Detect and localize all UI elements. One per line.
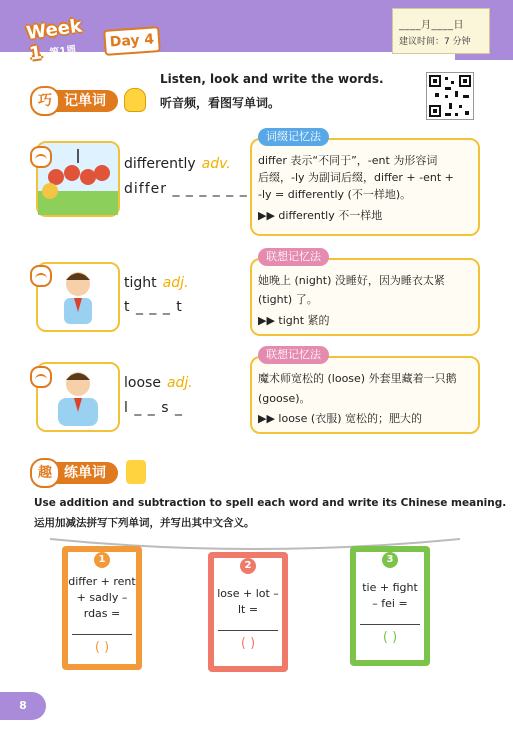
memory-tip-line: (tight) 了。: [258, 293, 318, 306]
memory-tip-line: (goose)。: [258, 392, 311, 405]
word-text: differently: [124, 156, 196, 172]
memory-tip-title: 词缀记忆法: [258, 128, 329, 146]
week-badge: [25, 13, 103, 69]
word-differently: [124, 156, 231, 172]
date-box: [392, 8, 490, 54]
memory-tip-title: 联想记忆法: [258, 248, 329, 266]
card-number: 3: [382, 552, 398, 568]
word-tight: [124, 275, 188, 291]
memory-tip-line: differ 表示“不同于”，-ent 为形容词: [258, 154, 438, 167]
section-tag-label: 练单词: [64, 465, 106, 481]
memory-tip-line: 她晚上 (night) 没睡好，因为睡衣太紧: [258, 274, 445, 287]
memory-tip-line: -ly = differently (不一样地)。: [258, 188, 412, 201]
section-tag-practice: [34, 462, 118, 484]
card-text-line: lose + lot –: [217, 587, 279, 600]
spelling-blank[interactable]: differ _ _ _ _ _ _: [124, 181, 248, 197]
memory-tip-meaning: ▶▶ loose (衣服) 宽松的；肥大的: [258, 412, 423, 425]
part-of-speech: adv.: [201, 156, 231, 172]
section-tag-memorize: [34, 90, 118, 112]
card-text-line: + sadly –: [76, 591, 128, 604]
suggested-time: 建议时间：7 分钟: [399, 37, 471, 47]
memory-tip-line: 魔术师宽松的 (loose) 外套里藏着一只鹅: [258, 372, 457, 385]
day-badge: Day 4: [103, 26, 161, 56]
answer-line[interactable]: [360, 624, 420, 625]
week-label: Week 1: [25, 15, 84, 65]
puzzle-card-1: [62, 546, 142, 670]
memory-tip-title: 联想记忆法: [258, 346, 329, 364]
section-tag-number: 巧: [30, 86, 60, 116]
card-number: 2: [240, 558, 256, 574]
puzzle-card-3: [350, 546, 430, 666]
section-tag-number: 趣: [30, 458, 60, 488]
answer-line[interactable]: [218, 630, 278, 631]
week-sub-label: 第1周: [48, 44, 78, 60]
part-of-speech: adj.: [162, 275, 189, 291]
puzzle-card-2: [208, 552, 288, 672]
memory-tip-box: [250, 250, 480, 336]
word-text: loose: [124, 375, 161, 391]
part-of-speech: adj.: [166, 375, 193, 391]
meaning-brackets[interactable]: ( ): [94, 640, 110, 655]
puzzle-piece-icon: [126, 460, 146, 484]
spelling-blank[interactable]: t _ _ _ t: [124, 299, 183, 315]
memory-tip-meaning: ▶▶ differently 不一样地: [258, 209, 383, 222]
memory-tip-box: [250, 348, 480, 434]
practice-instruction-cn: 运用加减法拼写下列单词，并写出其中文含义。: [34, 517, 255, 529]
lightbulb-icon: [124, 88, 146, 112]
audio-headphone-icon[interactable]: [30, 265, 52, 287]
memory-tip-meaning: ▶▶ tight 紧的: [258, 314, 330, 327]
card-number: 1: [94, 552, 110, 568]
instruction-en: Listen, look and write the words.: [160, 72, 384, 86]
instruction-cn: 听音频，看图写单词。: [160, 96, 281, 110]
answer-line[interactable]: [72, 634, 132, 635]
card-text-line: rdas =: [83, 607, 121, 620]
audio-headphone-icon[interactable]: [30, 146, 52, 168]
meaning-brackets[interactable]: ( ): [382, 630, 398, 645]
card-text-line: lt =: [237, 603, 259, 616]
page-number: 8: [0, 692, 46, 720]
qr-code-icon[interactable]: [426, 72, 474, 120]
word-loose: [124, 375, 193, 391]
card-text-line: – fei =: [372, 597, 408, 610]
meaning-brackets[interactable]: ( ): [240, 636, 256, 651]
spelling-blank[interactable]: l _ _ s _: [124, 400, 183, 416]
card-text-line: differ + rent: [68, 575, 136, 588]
card-text-line: tie + fight: [362, 581, 418, 594]
section-tag-label: 记单词: [64, 93, 106, 109]
word-text: tight: [124, 275, 157, 291]
date-blank[interactable]: ____月____日: [399, 20, 464, 31]
memory-tip-box: [250, 130, 480, 236]
memory-tip-line: 后缀，-ly 为副词后缀，differ + -ent +: [258, 171, 454, 184]
practice-instruction-en: Use addition and subtraction to spell each word and write its Chinese meaning.: [34, 497, 507, 509]
audio-headphone-icon[interactable]: [30, 366, 52, 388]
